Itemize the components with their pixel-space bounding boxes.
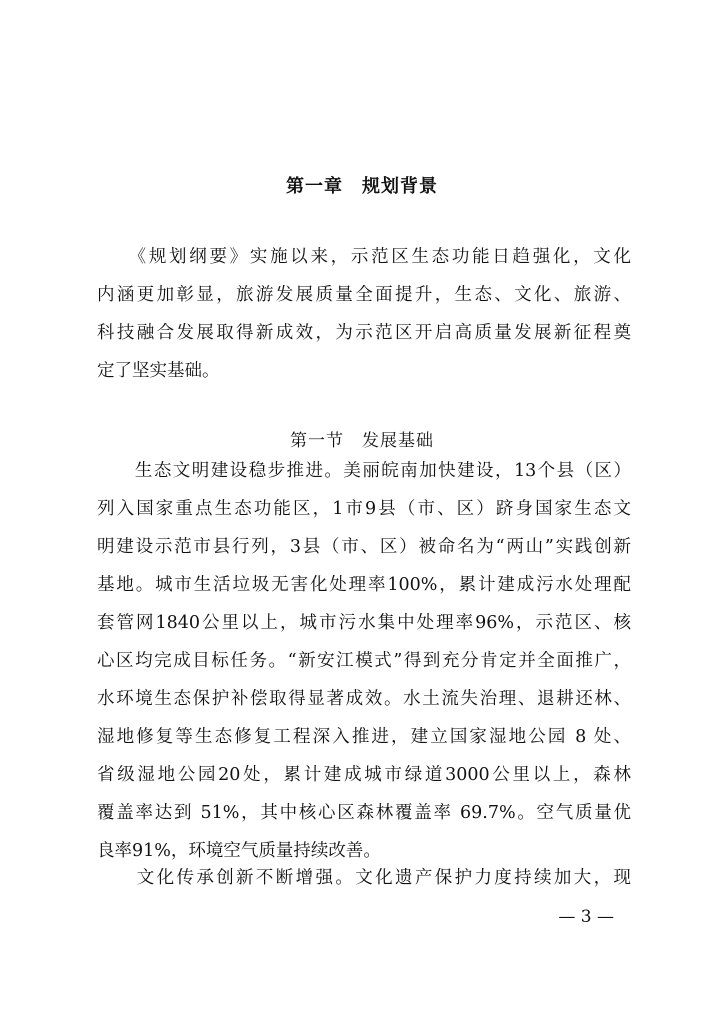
body-line: 文化传承创新不断增强。文化遗产保护力度持续加大，现 — [97, 868, 631, 888]
body-line: 套管网1840公里以上，城市污水集中处理率96%，示范区、核 — [97, 613, 631, 633]
section-title: 第一节 发展基础 — [290, 431, 434, 451]
body-line: 明建设示范市县行列，3县（市、区）被命名为“两山”实践创新 — [97, 537, 631, 557]
body-line: 水环境生态保护补偿取得显著成效。水土流失治理、退耕还林、 — [97, 689, 631, 709]
intro-line: 内涵更加彰显，旅游发展质量全面提升，生态、文化、旅游、 — [97, 285, 631, 305]
body-line: 良率91%，环境空气质量持续改善。 — [97, 841, 381, 861]
chapter-title: 第一章 规划背景 — [286, 176, 438, 197]
page-number: — 3 — — [558, 907, 614, 927]
body-line: 列入国家重点生态功能区，1市9县（市、区）跻身国家生态文 — [97, 499, 631, 519]
body-line: 基地。城市生活垃圾无害化处理率100%，累计建成污水处理配 — [97, 575, 631, 595]
intro-paragraph — [97, 238, 631, 390]
body-line: 生态文明建设稳步推进。美丽皖南加快建设，13个县（区） — [97, 461, 631, 481]
intro-line: 《规划纲要》实施以来，示范区生态功能日趋强化，文化 — [97, 247, 631, 267]
body-line: 覆盖率达到 51%，其中核心区森林覆盖率 69.7%。空气质量优 — [97, 803, 631, 823]
body-line: 湿地修复等生态修复工程深入推进，建立国家湿地公园 8 处、 — [97, 727, 631, 747]
body-line: 心区均完成目标任务。“新安江模式”得到充分肯定并全面推广， — [97, 651, 631, 671]
intro-line: 科技融合发展取得新成效，为示范区开启高质量发展新征程奠 — [97, 323, 631, 343]
body-paragraph-ecology — [97, 452, 631, 870]
intro-line: 定了坚实基础。 — [97, 361, 220, 381]
body-paragraph-culture — [97, 859, 631, 897]
body-line: 省级湿地公园20处，累计建成城市绿道3000公里以上，森林 — [97, 765, 631, 785]
